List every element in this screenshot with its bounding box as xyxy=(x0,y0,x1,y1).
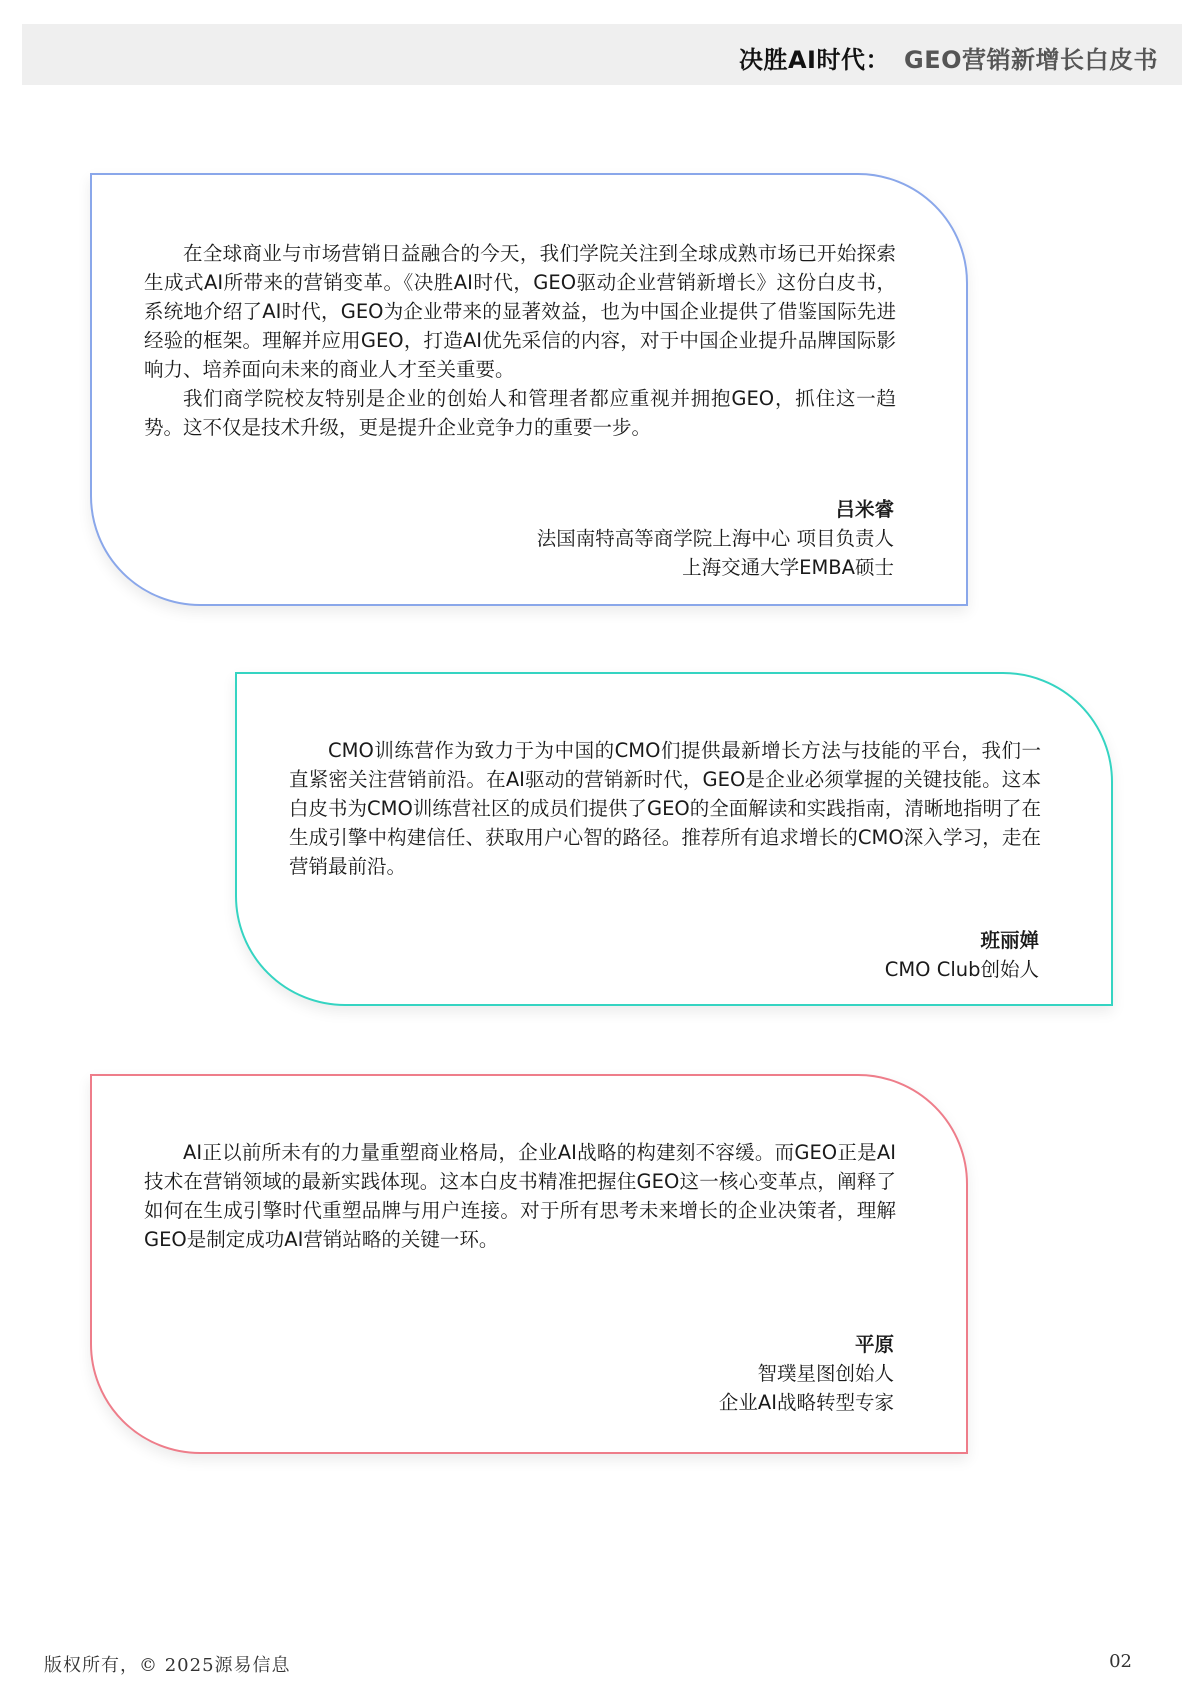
page-number: 02 xyxy=(1109,1651,1132,1672)
page-header xyxy=(22,24,1182,85)
endorser-signature xyxy=(885,926,1039,984)
endorser-title: CMO Club创始人 xyxy=(884,958,1039,981)
endorsement-card-1 xyxy=(90,173,968,606)
endorsement-text xyxy=(144,1138,896,1254)
page-title-sub: GEO营销新增长白皮书 xyxy=(904,46,1158,74)
endorser-title: 智璞星图创始人 xyxy=(757,1362,894,1385)
endorser-title: 法国南特高等商学院上海中心 项目负责人 xyxy=(536,527,894,550)
endorser-name: 班丽婵 xyxy=(980,929,1039,952)
endorsement-card-3 xyxy=(90,1074,968,1454)
endorsement-paragraph: 在全球商业与市场营销日益融合的今天，我们学院关注到全球成熟市场已开始探索生成式AI所带来的营销变革。《决胜AI时代，GEO驱动企业营销新增长》这份白皮书，系统地介绍了AI时代，GEO为企业带来的显著效益，也为中国企业提供了借鉴国际先进经验的框架。理解并应用GEO，打造AI优先采信的内容，对于中国企业提升品牌国际影响力、培养面向未来的商业人才至关重要。 xyxy=(144,242,896,381)
endorser-signature xyxy=(719,1330,894,1417)
endorser-name: 吕米睿 xyxy=(835,498,894,521)
page-title xyxy=(739,40,1158,75)
endorser-title: 企业AI战略转型专家 xyxy=(718,1391,894,1414)
endorser-signature xyxy=(537,495,894,582)
footer-copyright: 版权所有，© 2025源易信息 xyxy=(44,1655,291,1676)
endorsement-text xyxy=(144,239,896,442)
endorser-title: 上海交通大学EMBA硕士 xyxy=(682,556,894,579)
endorsement-paragraph: AI正以前所未有的力量重塑商业格局，企业AI战略的构建刻不容缓。而GEO正是AI技术在营销领域的最新实践体现。这本白皮书精准把握住GEO这一核心变革点，阐释了如何在生成引擎时代重塑品牌与用户连接。对于所有思考未来增长的企业决策者，理解GEO是制定成功AI营销站略的关键一环。 xyxy=(144,1141,896,1251)
endorsement-paragraph: CMO训练营作为致力于为中国的CMO们提供最新增长方法与技能的平台，我们一直紧密关注营销前沿。在AI驱动的营销新时代，GEO是企业必须掌握的关键技能。这本白皮书为CMO训练营社区的成员们提供了GEO的全面解读和实践指南，清晰地指明了在生成引擎中构建信任、获取用户心智的路径。推荐所有追求增长的CMO深入学习，走在营销最前沿。 xyxy=(289,739,1041,878)
endorsement-card-2 xyxy=(235,672,1113,1006)
endorsement-paragraph: 我们商学院校友特别是企业的创始人和管理者都应重视并拥抱GEO，抓住这一趋势。这不仅是技术升级，更是提升企业竞争力的重要一步。 xyxy=(144,387,896,439)
endorser-name: 平原 xyxy=(854,1333,894,1356)
endorsement-text xyxy=(289,736,1041,881)
page-title-main: 决胜AI时代： xyxy=(738,46,890,74)
